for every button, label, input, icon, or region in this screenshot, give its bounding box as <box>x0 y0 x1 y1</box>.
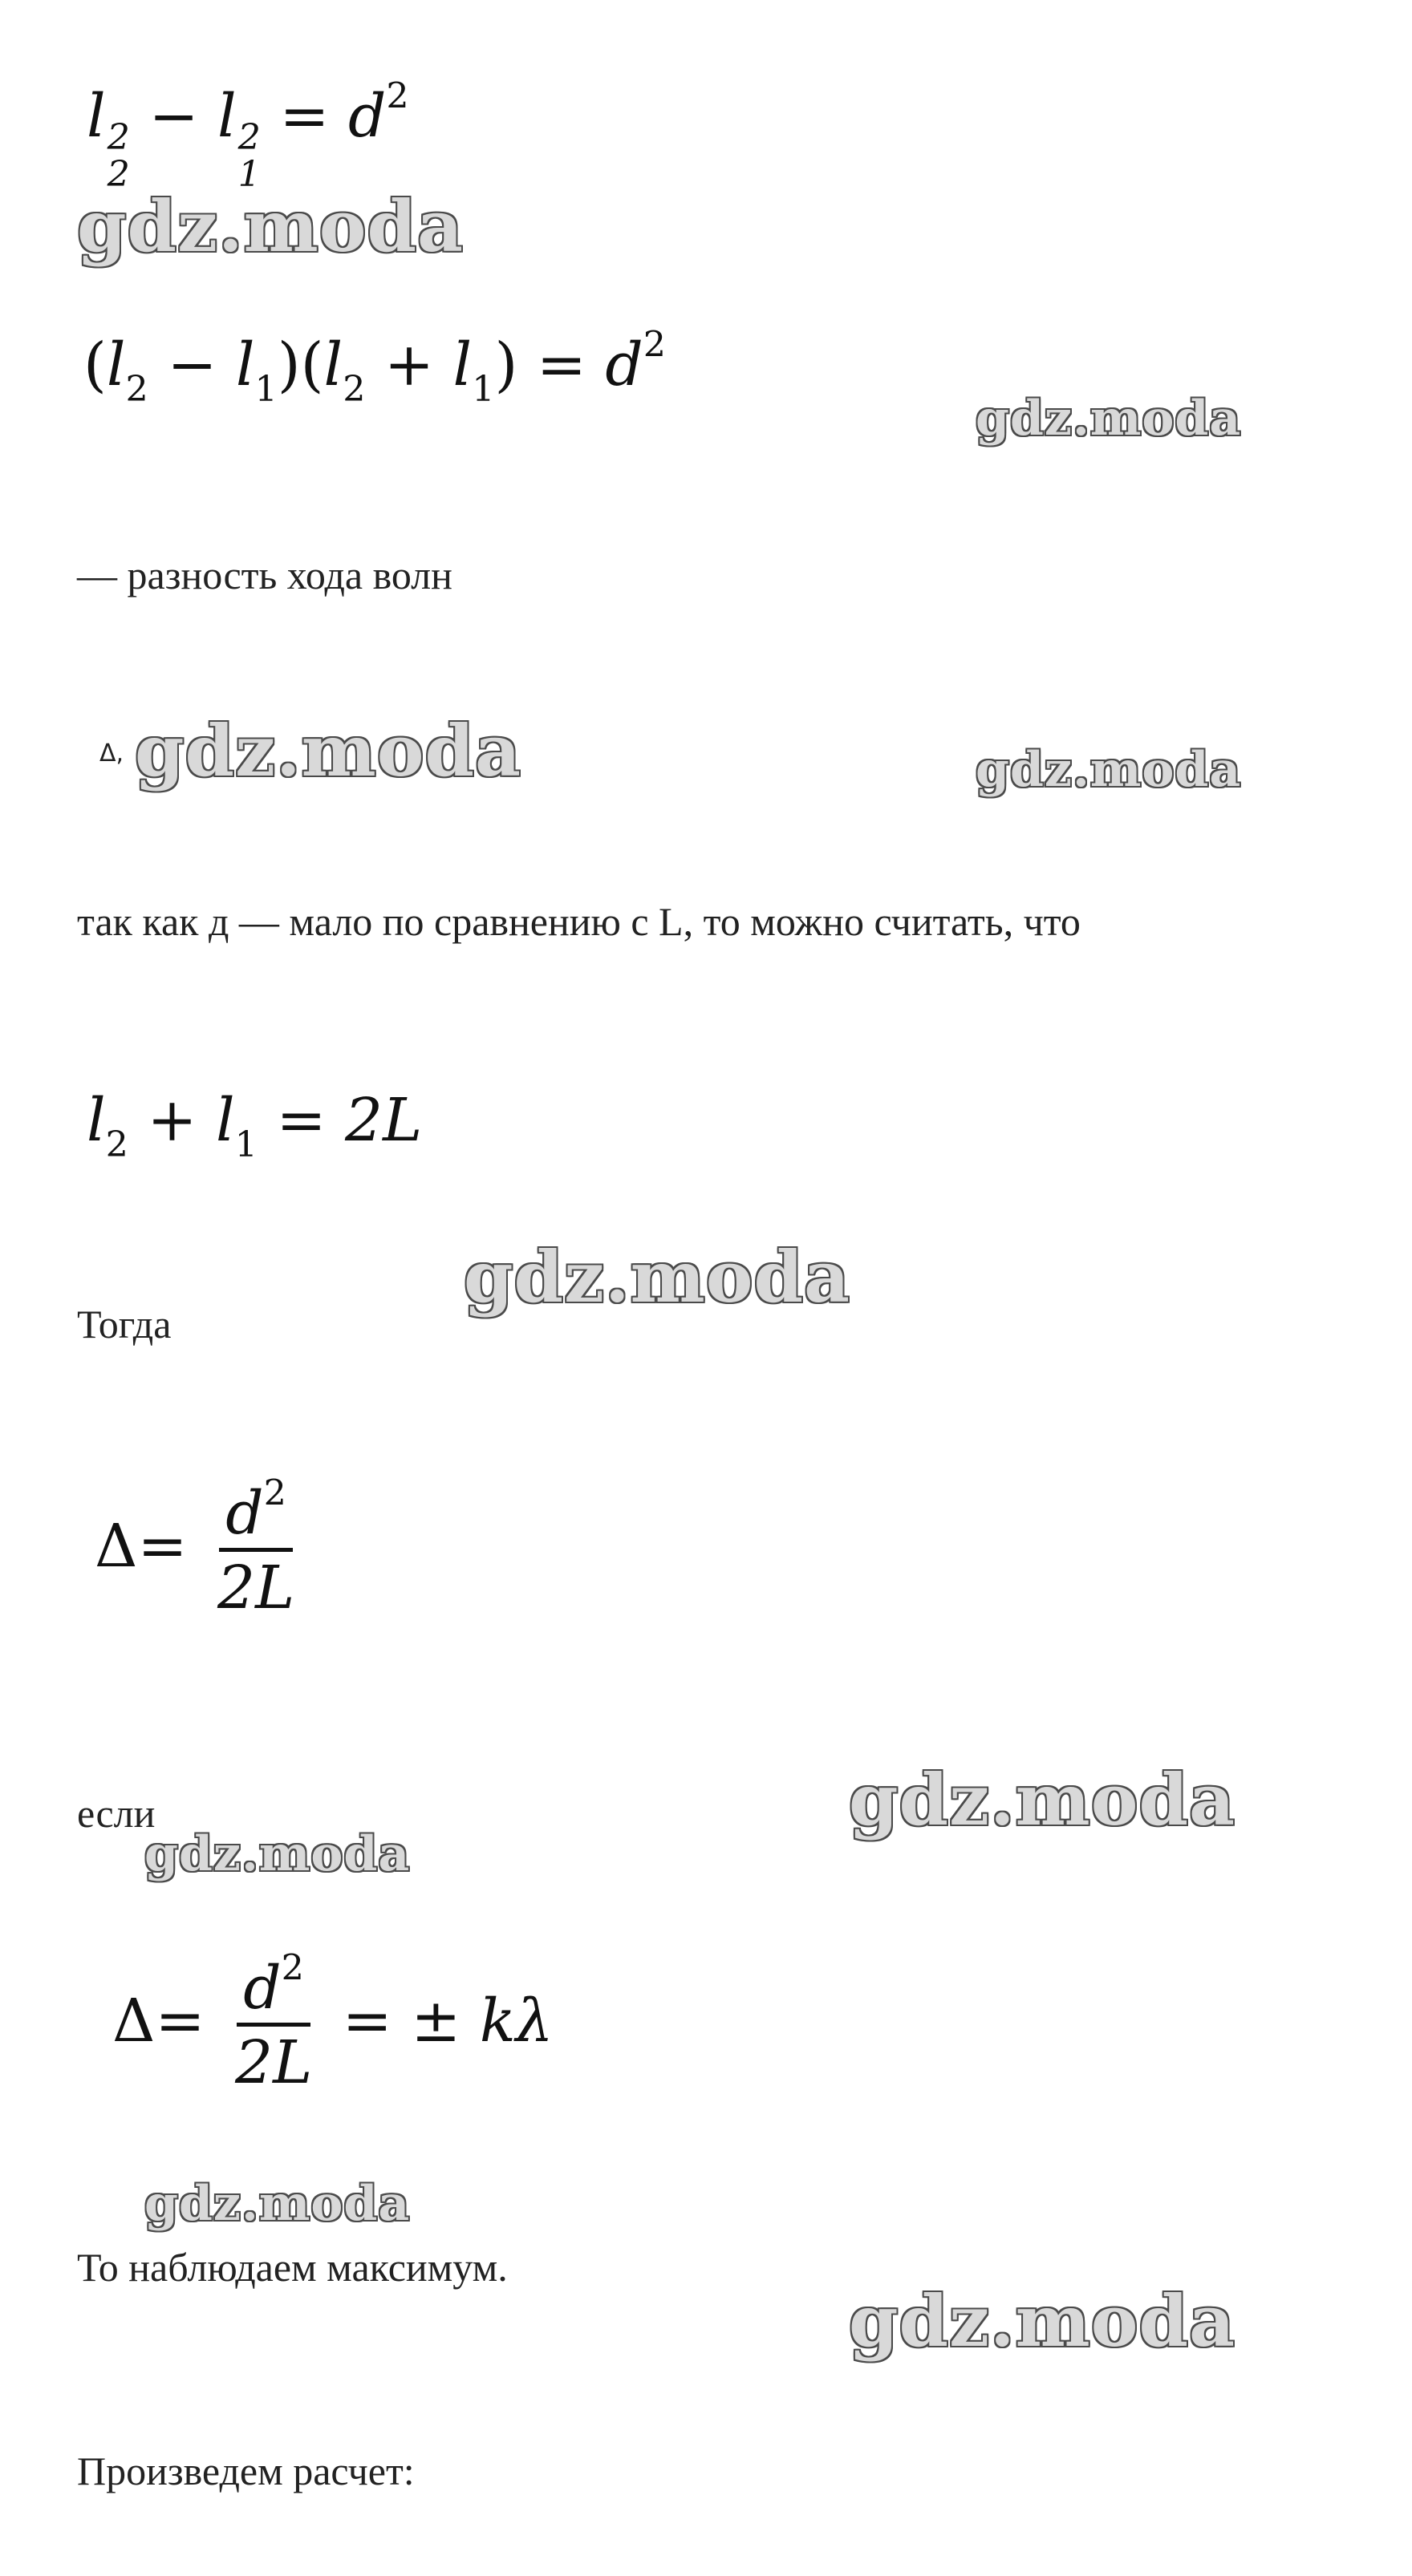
eq1-equals: = <box>279 82 330 151</box>
text-then: Тогда <box>77 1302 172 1347</box>
eq2-equals: = <box>536 330 586 399</box>
eq1-l1-sub: 1 <box>237 154 261 196</box>
equation-maximum-condition <box>112 1947 554 2097</box>
eq2-l1-b: l <box>452 330 473 399</box>
equation-sum-approximation <box>87 1086 423 1165</box>
eq2-minus: − <box>167 330 217 399</box>
watermark: gdz.moda <box>135 709 522 792</box>
watermark: gdz.moda <box>464 1235 851 1318</box>
eq2-l1-a-sub: 1 <box>254 368 278 410</box>
eq4-delta: Δ <box>95 1511 138 1581</box>
eq3-l2-sub: 2 <box>105 1124 128 1165</box>
eq5-numerator <box>237 1947 310 2027</box>
eq2-rparen-1: ) <box>277 330 301 399</box>
text-since-small: так как д — мало по сравнению с L, то можно считать, что <box>77 899 1081 944</box>
equation-delta <box>95 1472 306 1622</box>
eq2-l2-a: l <box>106 330 126 399</box>
eq1-l1: l <box>217 82 237 151</box>
eq5-equals: = <box>155 1986 205 2056</box>
eq2-plus: + <box>384 330 435 399</box>
text-maximum: То наблюдаем максимум. <box>77 2245 508 2290</box>
eq3-l1: l <box>216 1086 235 1155</box>
watermark: gdz.moda <box>144 2176 411 2232</box>
eq5-denominator: 2L <box>235 2028 313 2097</box>
eq1-d: d <box>348 82 387 151</box>
eq1-d-sup: 2 <box>386 75 409 117</box>
watermark: gdz.moda <box>976 742 1242 798</box>
eq2-d-sup: 2 <box>643 324 667 366</box>
eq4-denominator: 2L <box>217 1553 295 1622</box>
eq2-l1-b-sub: 1 <box>472 368 495 410</box>
watermark: gdz.moda <box>849 2279 1236 2363</box>
equation-factored <box>83 324 667 410</box>
eq5-lambda: λ <box>515 1986 554 2056</box>
eq2-l1-a: l <box>235 330 255 399</box>
watermark: gdz.moda <box>849 1758 1236 1841</box>
eq5-num-sup: 2 <box>281 1947 304 1989</box>
eq1-l1-sup: 2 <box>237 116 261 158</box>
text-path-difference: — разность хода волн <box>77 553 452 597</box>
watermark: gdz.moda <box>77 184 465 268</box>
watermark: gdz.moda <box>976 391 1242 447</box>
eq2-rparen-2: ) <box>494 330 518 399</box>
eq4-num-d: d <box>225 1479 264 1548</box>
eq4-numerator <box>219 1472 293 1552</box>
eq5-equals-2: = <box>342 1986 392 2056</box>
eq5-delta: Δ <box>112 1986 156 2056</box>
eq3-equals: = <box>276 1086 327 1155</box>
eq3-l1-sub: 1 <box>234 1124 258 1165</box>
eq2-l2-b: l <box>323 330 343 399</box>
eq1-l2-sub: 2 <box>107 154 130 196</box>
eq1-l2-indices <box>107 116 130 196</box>
text-calculation: Произведем расчет: <box>77 2448 415 2493</box>
eq1-l1-indices <box>237 116 261 196</box>
eq2-l2-b-sub: 2 <box>343 368 366 410</box>
eq2-d: d <box>605 330 643 399</box>
eq5-plus-minus: ± <box>411 1986 461 2056</box>
eq1-l2-sup: 2 <box>107 116 130 158</box>
eq5-k: k <box>479 1986 516 2056</box>
watermark: gdz.moda <box>144 1826 411 1882</box>
eq1-minus: − <box>148 82 199 151</box>
eq5-num-d: d <box>243 1954 282 2023</box>
eq3-plus: + <box>147 1086 197 1155</box>
eq1-l2: l <box>87 82 106 151</box>
eq4-fraction <box>211 1472 301 1622</box>
text-if: если <box>77 1791 156 1836</box>
eq2-lparen-1: ( <box>83 330 107 399</box>
eq2-l2-a-sub: 2 <box>125 368 148 410</box>
small-delta-symbol: Δ, <box>99 739 124 768</box>
eq2-lparen-2: ( <box>300 330 324 399</box>
eq3-l2: l <box>87 1086 106 1155</box>
eq3-rhs: 2L <box>345 1086 423 1155</box>
eq4-num-sup: 2 <box>263 1472 286 1514</box>
eq5-fraction <box>229 1947 319 2097</box>
eq4-equals: = <box>137 1511 188 1581</box>
equation-difference-of-squares <box>87 75 409 196</box>
